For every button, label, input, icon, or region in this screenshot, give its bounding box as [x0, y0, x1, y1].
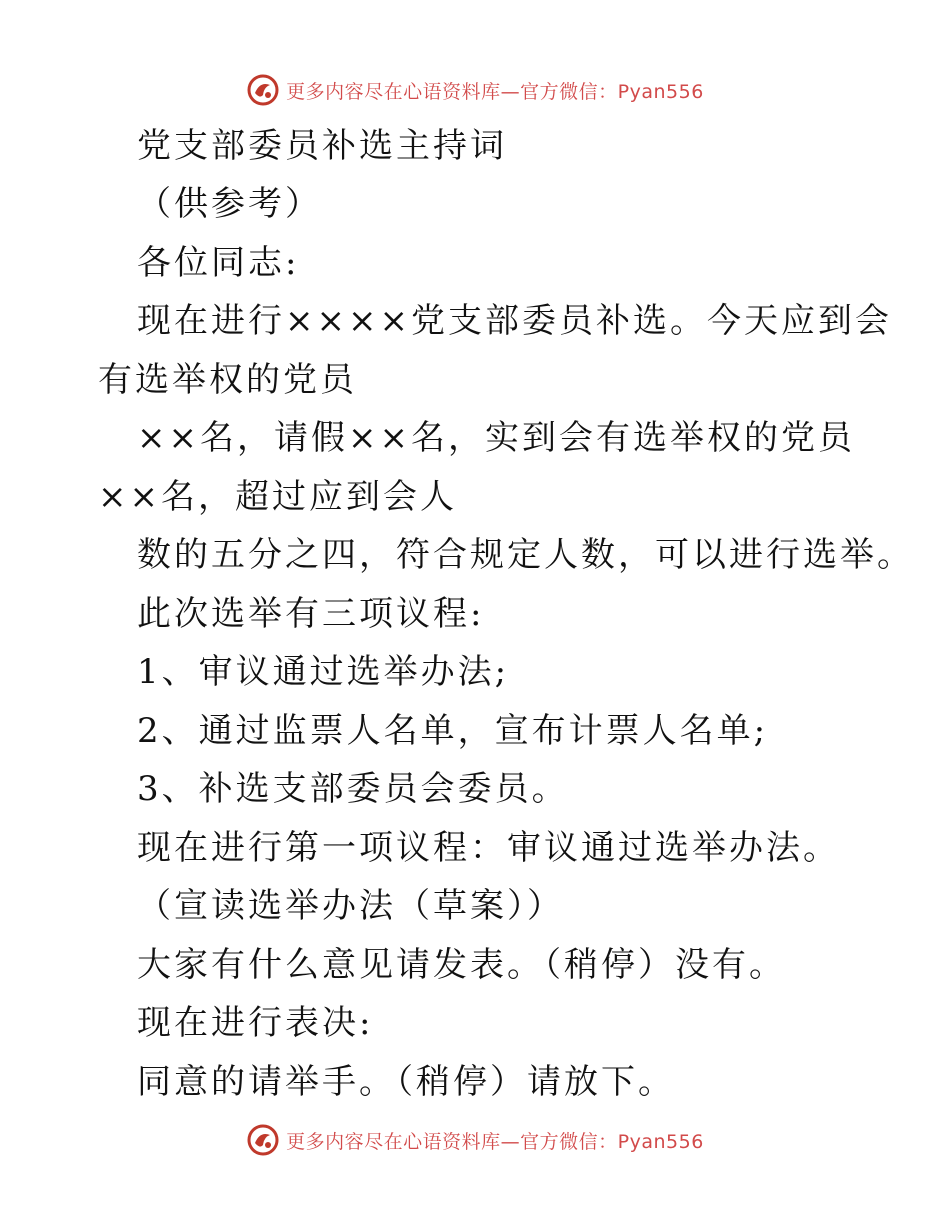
agenda-item: 2、通过监票人名单，宣布计票人名单; [137, 711, 769, 751]
text-line: 现在进行表决: [137, 1003, 374, 1043]
text-line: 此次选举有三项议程: [137, 594, 485, 634]
text-line: 数的五分之四，符合规定人数，可以进行选举。 [137, 535, 914, 575]
text-line: 现在进行第一项议程：审议通过选举办法。 [137, 828, 840, 868]
text-line: 大家有什么意见请发表。（稍停）没有。 [137, 945, 786, 985]
agenda-item: 1、审议通过选举办法; [137, 652, 510, 692]
text-line: ××名，超过应到会人 [98, 477, 457, 517]
agenda-item: 3、补选支部委员会委员。 [137, 769, 569, 809]
banner-text: 更多内容尽在心语资料库—官方微信：Pyan556 [286, 1130, 704, 1153]
footer-banner [0, 1120, 950, 1160]
text-line: 各位同志: [137, 243, 300, 283]
text-line: 现在进行××××党支部委员补选。今天应到会 [137, 301, 892, 341]
text-line: 同意的请举手。（稍停）请放下。 [137, 1062, 675, 1102]
banner-text: 更多内容尽在心语资料库—官方微信：Pyan556 [286, 80, 704, 103]
document-subtitle: （供参考） [137, 184, 322, 224]
red-swirl-logo-icon [246, 73, 280, 107]
text-line: （宣读选举办法（草案）） [137, 886, 564, 926]
text-line: 有选举权的党员 [98, 360, 357, 400]
red-swirl-logo-icon [246, 1123, 280, 1157]
document-title: 党支部委员补选主持词 [137, 126, 507, 166]
text-line: ××名，请假××名，实到会有选举权的党员 [137, 418, 855, 458]
header-banner [0, 70, 950, 110]
